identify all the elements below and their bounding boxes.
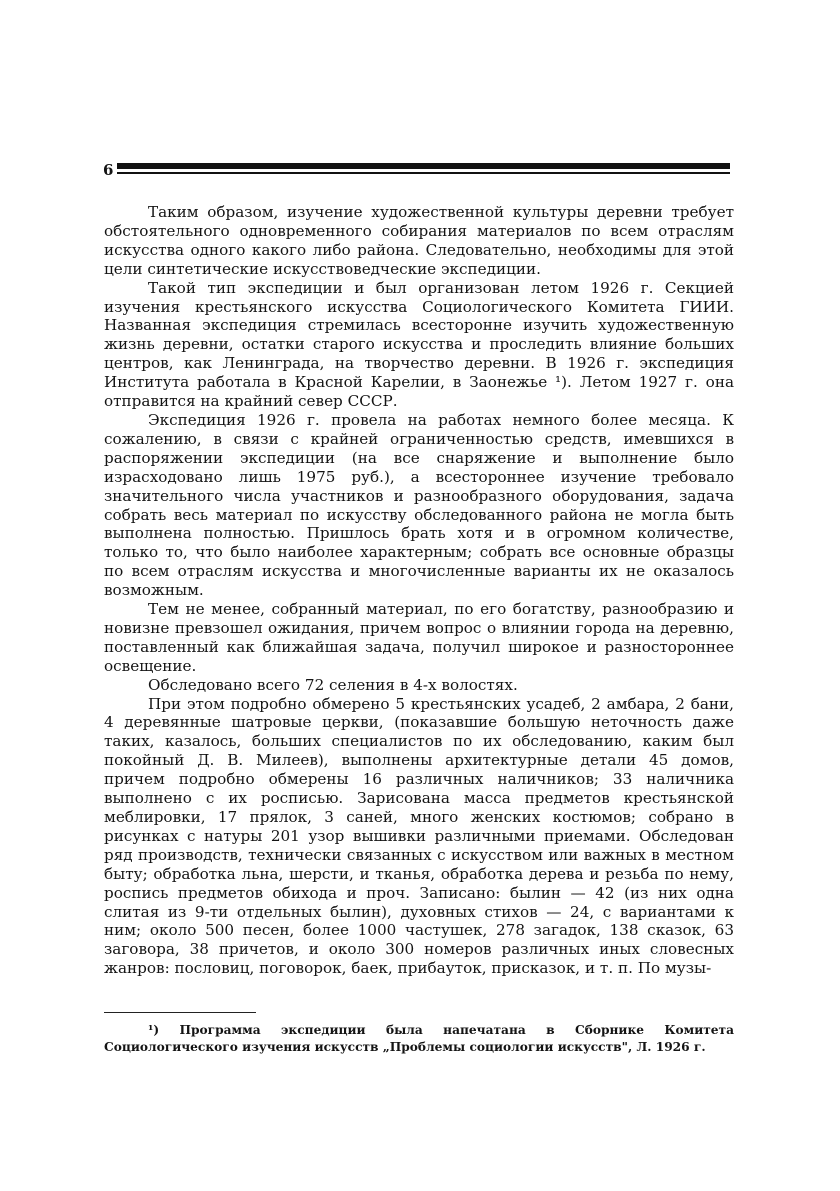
paragraph-5: Обследовано всего 72 селения в 4-х волостях. (148, 675, 518, 694)
header-rule (117, 163, 730, 169)
header-rule-thin (117, 172, 730, 174)
footnote (104, 1022, 734, 1056)
paragraph-3: Экспедиция 1926 г. провела на работах немного более месяца. К сожалению, в связи с крайней ограниченностью средств, имевшихся в распоряжении экспедиции (на все снаряжение и выполнение было израсходовано лишь 1975 руб.), а всестороннее изучение требовало значительного числа участников и разнообразного оборудования, задача собрать весь материал по искусству обследованного района не могла быть выполнена полностью. Пришлось брать хотя и в огромном количестве, только то, что было наиболее характерным; собрать все основные образцы по всем отраслям искусства и многочисленные варианты их не оказалось возможным. (104, 410, 734, 600)
paragraph-1: Таким образом, изучение художественной культуры деревни требует обстоятельного одновременного собирания материалов по всем отраслям искусства одного какого либо района. Следовательно, необходимы для этой цели синтетические искусствоведческие экспедиции. (104, 203, 734, 278)
paragraph-2: Такой тип экспедиции и был организован летом 1926 г. Секцией изучения крестьянского искусства Социологического Комитета ГИИИ. Названная экспедиция стремилась всесторонне изучить художественную жизнь деревни, остатки старого искусства и проследить влияние больших центров, как Ленинграда, на творчество деревни. В 1926 г. экспедиция Института работала в Красной Карелии, в Заонежье ¹). Летом 1927 г. она отправится на крайний север СССР. (104, 278, 734, 411)
paragraph-6: При этом подробно обмерено 5 крестьянских усадеб, 2 амбара, 2 бани, 4 деревянные шатровые церкви, (показавшие большую неточность даже таких, казалось, больших специалистов по их обследованию, каким был покойный Д. В. Милеев), выполнены архитектурные детали 45 домов, причем подробно обмерены 16 различных наличников; 33 наличника выполнено с их росписью. Зарисована масса предметов крестьянской меблировки, 17 прялок, 3 саней, много женских костюмов; собрано в рисунках с натуры 201 узор вышивки различными приемами. Обследован ряд производств, технически связанных с искусством или важных в местном быту; обработка льна, шерсти, и тканья, обработка дерева и резьба по нему, роспись предметов обихода и проч. Записано: былин — 42 (из них одна слитая из 9-ти отдельных былин), духовных стихов — 24, с вариантами к ним; около 500 песен, более 1000 частушек, 278 загадок, 138 сказок, 63 заговора, 38 причетов, и около 300 номеров различных иных словесных жанров: пословиц, поговорок, баек, прибауток, присказок, и т. п. По музы- (104, 694, 734, 978)
paragraph-4: Тем не менее, собранный материал, по его богатству, разнообразию и новизне превзошел ожидания, причем вопрос о влиянии города на деревню, поставленный как ближайшая задача, получил широкое и разностороннее освещение. (104, 600, 734, 675)
body-text (104, 203, 734, 978)
footnote-rule (104, 1012, 256, 1013)
footnote-marker: ¹) (148, 1023, 160, 1037)
footnote-text: Программа экспедиции была напечатана в Сборнике Комитета Социологического изучения искусств „Проблемы социологии искусств", Л. 1926 г. (104, 1023, 734, 1054)
page-number: 6 (103, 161, 114, 179)
